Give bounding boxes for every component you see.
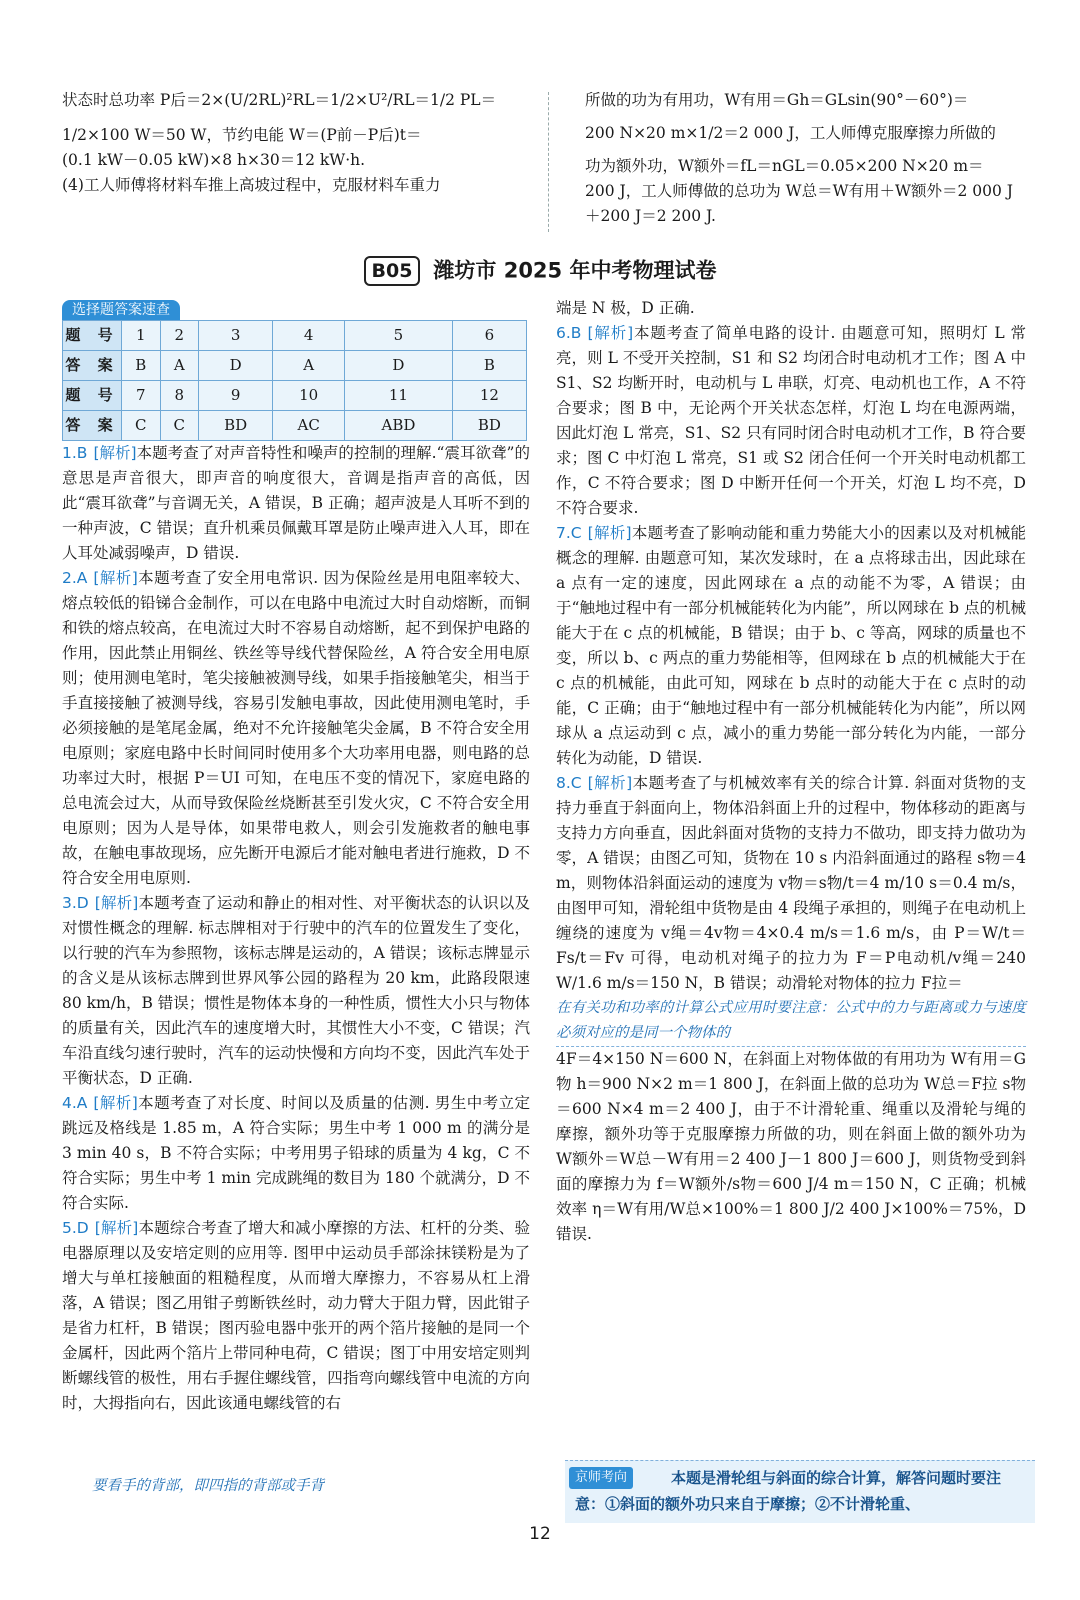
text-line: (0.1 kW－0.05 kW)×8 h×30＝12 kW·h. <box>62 151 366 169</box>
question-number: 6.B <box>556 324 582 342</box>
analysis-tag: [解析] <box>94 1219 139 1237</box>
q-cell: 11 <box>345 381 453 411</box>
a-cell: BD <box>452 411 526 441</box>
q-cell: 9 <box>199 381 273 411</box>
q-cell: 5 <box>345 321 453 351</box>
solution-item <box>556 321 1026 521</box>
solution-text: 本题考查了简单电路的设计. 由题意可知，照明灯 L 常亮，则 L 不受开关控制，S1 和 S2 均闭合时电动机才工作；图 A 中 S1、S2 均断开时，电动机与 L 串联，灯亮、电动机也工作，A 不符合要求；图 B 中，无论两个开关状态怎样，灯泡 L 均在电源两端，因此灯泡 L 常亮，S1、S2 只有同时闭合时电动机才工作，B 符合要求；图 C 中灯泡 L 常亮，S1 或 S2 闭合任何一个开关时电动机都工作，C 不符合要求；图 D 中断开任何一个开关，灯泡 L 均不亮，D 不符合要求. <box>556 324 1026 517</box>
a-cell: B <box>122 351 161 381</box>
table-row <box>63 351 527 381</box>
text-line: 200 J，工人师傅做的总功为 W总＝W有用＋W额外＝2 000 J <box>585 182 1013 200</box>
q-cell: 1 <box>122 321 161 351</box>
solution-text: 本题考查了与机械效率有关的综合计算. 斜面对货物的支持力垂直于斜面向上，物体沿斜面上升的过程中，物体移动的距离与支持力方向垂直，因此斜面对货物的支持力不做功，即支持力做功为零，A 错误；由图乙可知，货物在 10 s 内沿斜面通过的路程 s物＝4 m，则物体沿斜面运动的速度为 v物＝s物/t＝4 m/10 s＝0.4 m/s，由图甲可知，滑轮组中货物是由 4 段绳子承担的，则绳子在电动机上缠绕的速度为 v绳＝4v物＝4×0.4 m/s＝1.6 m/s，由 P＝W/t＝Fs/t＝Fv 可得，电动机对绳子的拉力为 F＝P电动机/v绳＝240 W/1.6 m/s＝150 N，B 错误；动滑轮对物体的拉力 F拉＝ <box>556 774 1026 992</box>
solution-text: 4F＝4×150 N＝600 N，在斜面上对物体做的有用功为 W有用＝G物 h＝900 N×2 m＝1 800 J，在斜面上做的总功为 W总＝F拉 s物＝600 N×4 m＝2 400 J，由于不计滑轮重、绳重以及滑轮与绳的摩擦，额外功等于克服摩擦力所做的功，则在斜面上做的额外功为 W额外＝W总－W有用＝2 400 J－1 800 J＝600 J，则货物受到斜面的摩擦力为 f＝W额外/s物＝600 J/4 m＝150 N，C 正确；机械效率 η＝W有用/W总×100%＝1 800 J/2 400 J×100%＝75%，D 错误. <box>556 1050 1026 1243</box>
paper-title: 潍坊市 2025 年中考物理试卷 <box>433 258 717 283</box>
solution-text: 端是 N 极，D 正确. <box>556 299 695 317</box>
text-line: 功为额外功，W额外＝fL＝nGL＝0.05×200 N×20 m＝ <box>585 157 984 175</box>
q-cell: 4 <box>273 321 345 351</box>
table-row <box>63 381 527 411</box>
paper-header <box>0 256 1080 286</box>
table-row <box>63 321 527 351</box>
left-solutions <box>62 441 530 1416</box>
handwritten-note: 在有关功和功率的计算公式应用时要注意：公式中的力与距离或力与速度必须对应的是同一个物体的 <box>556 996 1026 1047</box>
analysis-tag: [解析] <box>93 1094 138 1112</box>
solution-item <box>62 891 530 1091</box>
solution-text: 本题考查了影响动能和重力势能大小的因素以及对机械能概念的理解. 由题意可知，某次发球时，在 a 点将球击出，因此球在 a 点有一定的速度，因此网球在 a 点的动能不为零，A 错误；由于“触地过程中有一部分机械能转化为内能”，所以网球在 b 点的机械能大于在 c 点的机械能，B 错误；由于 b、c 等高，网球的质量也不变，所以 b、c 两点的重力势能相等，但网球在 b 点的机械能大于在 c 点的机械能，由此可知，网球在 b 点时的动能大于在 c 点时的动能，C 正确；由于“触地过程中有一部分机械能转化为内能”，所以网球从 a 点运动到 c 点，减小的重力势能一部分转化为内能，一部分转化为动能，D 错误. <box>556 524 1026 767</box>
solution-item <box>556 521 1026 771</box>
q-cell: 12 <box>452 381 526 411</box>
solution-text: 本题综合考查了增大和减小摩擦的方法、杠杆的分类、验电器原理以及安培定则的应用等. 图甲中运动员手部涂抹镁粉是为了增大与单杠接触面的粗糙程度，从而增大摩擦力，不容易从杠上滑落，A 错误；图乙用钳子剪断铁丝时，动力臂大于阻力臂，因此钳子是省力杠杆，B 错误；图丙验电器中张开的两个箔片接触的是同一个金属杆，因此两个箔片上带同种电荷，C 错误；图丁中用安培定则判断螺线管的极性，用右手握住螺线管，四指弯向螺线管中电流的方向时，大拇指向右，因此该通电螺线管的右 <box>62 1219 530 1412</box>
q-cell: 7 <box>122 381 161 411</box>
answer-table-label: 选择题答案速查 <box>62 300 180 320</box>
q-cell: 3 <box>199 321 273 351</box>
solution-text: 本题考查了对声音特性和噪声的控制的理解.“震耳欲聋”的意思是声音很大，即声音的响度很大，音调是指声音的高低，因此“震耳欲聋”与音调无关，A 错误，B 正确；超声波是人耳听不到的一种声波，C 错误；直升机乘员佩戴耳罩是防止噪声进入人耳，即在人耳处减弱噪声，D 错误. <box>62 444 530 562</box>
question-number: 2.A <box>62 569 88 587</box>
q-header: 题 号 <box>63 381 122 411</box>
top-right-continuation <box>585 88 1050 229</box>
a-cell: B <box>452 351 526 381</box>
a-cell: A <box>273 351 345 381</box>
right-solutions <box>556 296 1026 1247</box>
solution-item <box>556 771 1026 996</box>
question-number: 4.A <box>62 1094 88 1112</box>
question-number: 7.C <box>556 524 582 542</box>
analysis-tag: [解析] <box>587 524 632 542</box>
top-left-continuation <box>62 88 532 198</box>
a-cell: A <box>160 351 199 381</box>
expert-tip-text: 本题是滑轮组与斜面的综合计算，解答问题时要注意：①斜面的额外功只来自于摩擦；②不计滑轮重、 <box>575 1469 1002 1513</box>
text-line: 状态时总功率 P后＝2×(U/2RL)²RL＝1/2×U²/RL＝1/2 PL＝ <box>62 91 497 109</box>
question-number: 5.D <box>62 1219 89 1237</box>
expert-tip-box <box>565 1460 1035 1523</box>
text-line: ＋200 J＝2 200 J. <box>585 207 716 225</box>
expert-tip-badge: 京师考向 <box>569 1467 633 1489</box>
analysis-tag: [解析] <box>587 324 634 342</box>
q-header: 题 号 <box>63 321 122 351</box>
a-header: 答 案 <box>63 411 122 441</box>
text-line: 1/2×100 W＝50 W，节约电能 W＝(P前－P后)t＝ <box>62 126 422 144</box>
handwritten-note: 要看手的背部，即四指的背部或手背 <box>92 1478 324 1494</box>
solution-item <box>62 441 530 566</box>
solution-text: 本题考查了安全用电常识. 因为保险丝是用电阻率较大、熔点较低的铅锑合金制作，可以在电路中电流过大时自动熔断，而铜和铁的熔点较高，在电流过大时不容易自动熔断，起不到保护电路的作用，因此禁止用铜丝、铁丝等导线代替保险丝，A 符合安全用电原则；使用测电笔时，笔尖接触被测导线，如果手指接触笔尖，相当于手直接接触了被测导线，容易引发触电事故，因此使用测电笔时，手必须接触的是笔尾金属，绝对不允许接触笔尖金属，B 不符合安全用电原则；家庭电路中长时间同时使用多个大功率用电器，则电路的总功率过大时，根据 P＝UI 可知，在电压不变的情况下，家庭电路的总电流会过大，从而导致保险丝烧断甚至引发火灾，C 不符合安全用电原则；因为人是导体，如果带电救人，则会引发施救者的触电事故，在触电事故现场，应先断开电源后才能对触电者进行施救，D 不符合安全用电原则. <box>62 569 530 887</box>
question-number: 8.C <box>556 774 582 792</box>
a-cell: C <box>122 411 161 441</box>
column-divider <box>548 92 549 232</box>
text-line: 200 N×20 m×1/2＝2 000 J，工人师傅克服摩擦力所做的 <box>585 124 996 142</box>
text-line: (4)工人师傅将材料车推上高坡过程中，克服材料车重力 <box>62 176 441 194</box>
a-cell: D <box>199 351 273 381</box>
q-cell: 2 <box>160 321 199 351</box>
analysis-tag: [解析] <box>93 444 137 462</box>
solution-text: 本题考查了对长度、时间以及质量的估测. 男生中考立定跳远及格线是 1.85 m，A 符合实际；男生中考 1 000 m 的满分是 3 min 40 s，B 不符合实际；中考用男子铅球的质量为 4 kg，C 不符合实际；男生中考 1 min 完成跳绳的数目为 180 个就满分，D 不符合实际. <box>62 1094 530 1212</box>
q-cell: 6 <box>452 321 526 351</box>
solution-item <box>62 1091 530 1216</box>
analysis-tag: [解析] <box>94 894 139 912</box>
a-cell: D <box>345 351 453 381</box>
text-line: 所做的功为有用功，W有用＝Gh＝GLsin(90°－60°)＝ <box>585 91 969 109</box>
table-row <box>63 411 527 441</box>
a-cell: BD <box>199 411 273 441</box>
analysis-tag: [解析] <box>587 774 633 792</box>
solution-text: 本题考查了运动和静止的相对性、对平衡状态的认识以及对惯性概念的理解. 标志牌相对于行驶中的汽车的位置发生了变化，以行驶的汽车为参照物，该标志牌是运动的，A 错误；该标志牌显示的含义是从该标志牌到世界风筝公园的路程为 20 km，此路段限速 80 km/h，B 错误；惯性是物体本身的一种性质，惯性大小只与物体的质量有关，因此汽车的速度增大时，其惯性大小不变，C 错误；汽车沿直线匀速行驶时，汽车的运动快慢和方向均不变，因此汽车处于平衡状态，D 正确. <box>62 894 530 1087</box>
answer-table <box>62 320 527 441</box>
solution-item <box>62 1216 530 1416</box>
a-cell: C <box>160 411 199 441</box>
question-number: 3.D <box>62 894 89 912</box>
solution-item <box>62 566 530 891</box>
q-cell: 10 <box>273 381 345 411</box>
a-header: 答 案 <box>63 351 122 381</box>
paper-code: B05 <box>364 256 421 286</box>
a-cell: ABD <box>345 411 453 441</box>
q-cell: 8 <box>160 381 199 411</box>
question-number: 1.B <box>62 444 88 462</box>
page-number: 12 <box>529 1524 551 1544</box>
analysis-tag: [解析] <box>93 569 138 587</box>
a-cell: AC <box>273 411 345 441</box>
